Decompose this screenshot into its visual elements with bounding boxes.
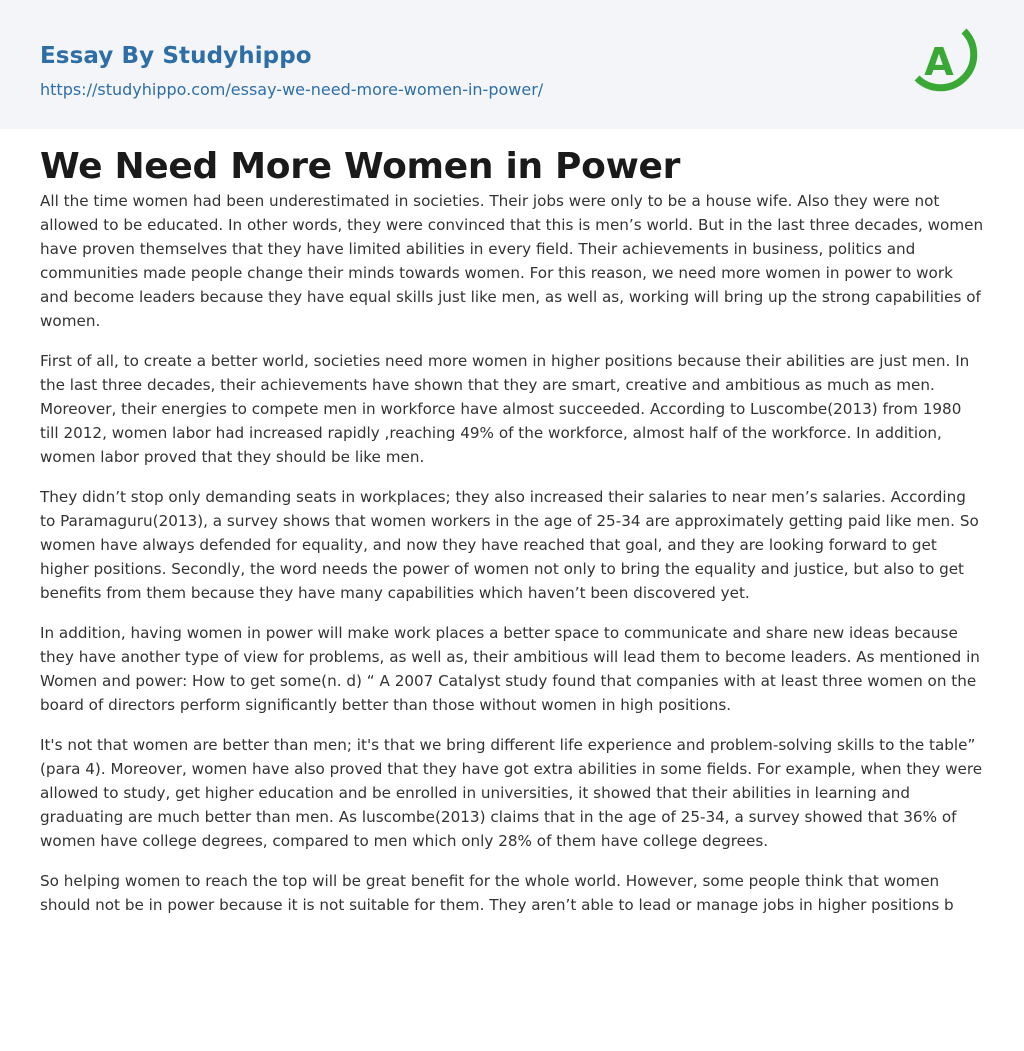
essay-paragraph: They didn’t stop only demanding seats in workplaces; they also increased their salaries to near men’s salaries. According to Paramaguru(2013), a survey shows that women workers in the age of 25-34 are approximately getting paid like men. So women have always defended for equality, and now they have reached that goal, and they are looking forward to get higher positions. Secondly, the word needs the power of women not only to bring the equality and justice, but also to get benefits from them because they have many capabilities which haven’t been discovered yet. [40,488,979,602]
logo-letter: A [924,40,954,84]
brand-title[interactable]: Essay By Studyhippo [40,43,312,69]
site-header [0,0,1024,129]
source-url-link[interactable]: https://studyhippo.com/essay-we-need-more-women-in-power/ [40,80,544,99]
page-title: We Need More Women in Power [40,146,681,187]
essay-paragraph: First of all, to create a better world, societies need more women in higher positions because their abilities are just men. In the last three decades, their achievements have shown that they are smart, creative and ambitious as much as men. Moreover, their energies to compete men in workforce have almost succeeded. According to Luscombe(2013) from 1980 till 2012, women labor had increased rapidly ,reaching 49% of the workforce, almost half of the workforce. In addition, women labor proved that they should be like men. [40,352,970,466]
essay-content [0,145,1024,917]
essay-paragraph: In addition, having women in power will make work places a better space to communicate and share new ideas because they have another type of view for problems, as well as, their ambitious will lead them to become leaders. As mentioned in Women and power: How to get some(n. d) “ A 2007 Catalyst study found that companies with at least three women on the board of directors perform significantly better than those without women in high positions. [40,624,980,714]
essay-paragraph: All the time women had been underestimated in societies. Their jobs were only to be a house wife. Also they were not allowed to be educated. In other words, they were convinced that this is men’s world. But in the last three decades, women have proven themselves that they have limited abilities in every field. Their achievements in business, politics and communities made people change their minds towards women. For this reason, we need more women in power to work and become leaders because they have equal skills just like men, as well as, working will bring up the strong capabilities of women. [40,192,984,330]
essay-paragraph: It's not that women are better than men; it's that we bring different life experience and problem-solving skills to the table” (para 4). Moreover, women have also proved that they have got extra abilities in some fields. For example, when they were allowed to study, get higher education and be enrolled in universities, it showed that their abilities in learning and graduating are much better than men. As luscombe(2013) claims that in the age of 25-34, a survey showed that 36% of women have college degrees, compared to men which only 28% of them have college degrees. [40,736,983,850]
studyhippo-logo-icon[interactable] [912,20,986,104]
essay-paragraph: So helping women to reach the top will be great benefit for the whole world. However, some people think that women should not be in power because it is not suitable for them. They aren’t able to lead or manage jobs in higher positions b [40,872,954,914]
